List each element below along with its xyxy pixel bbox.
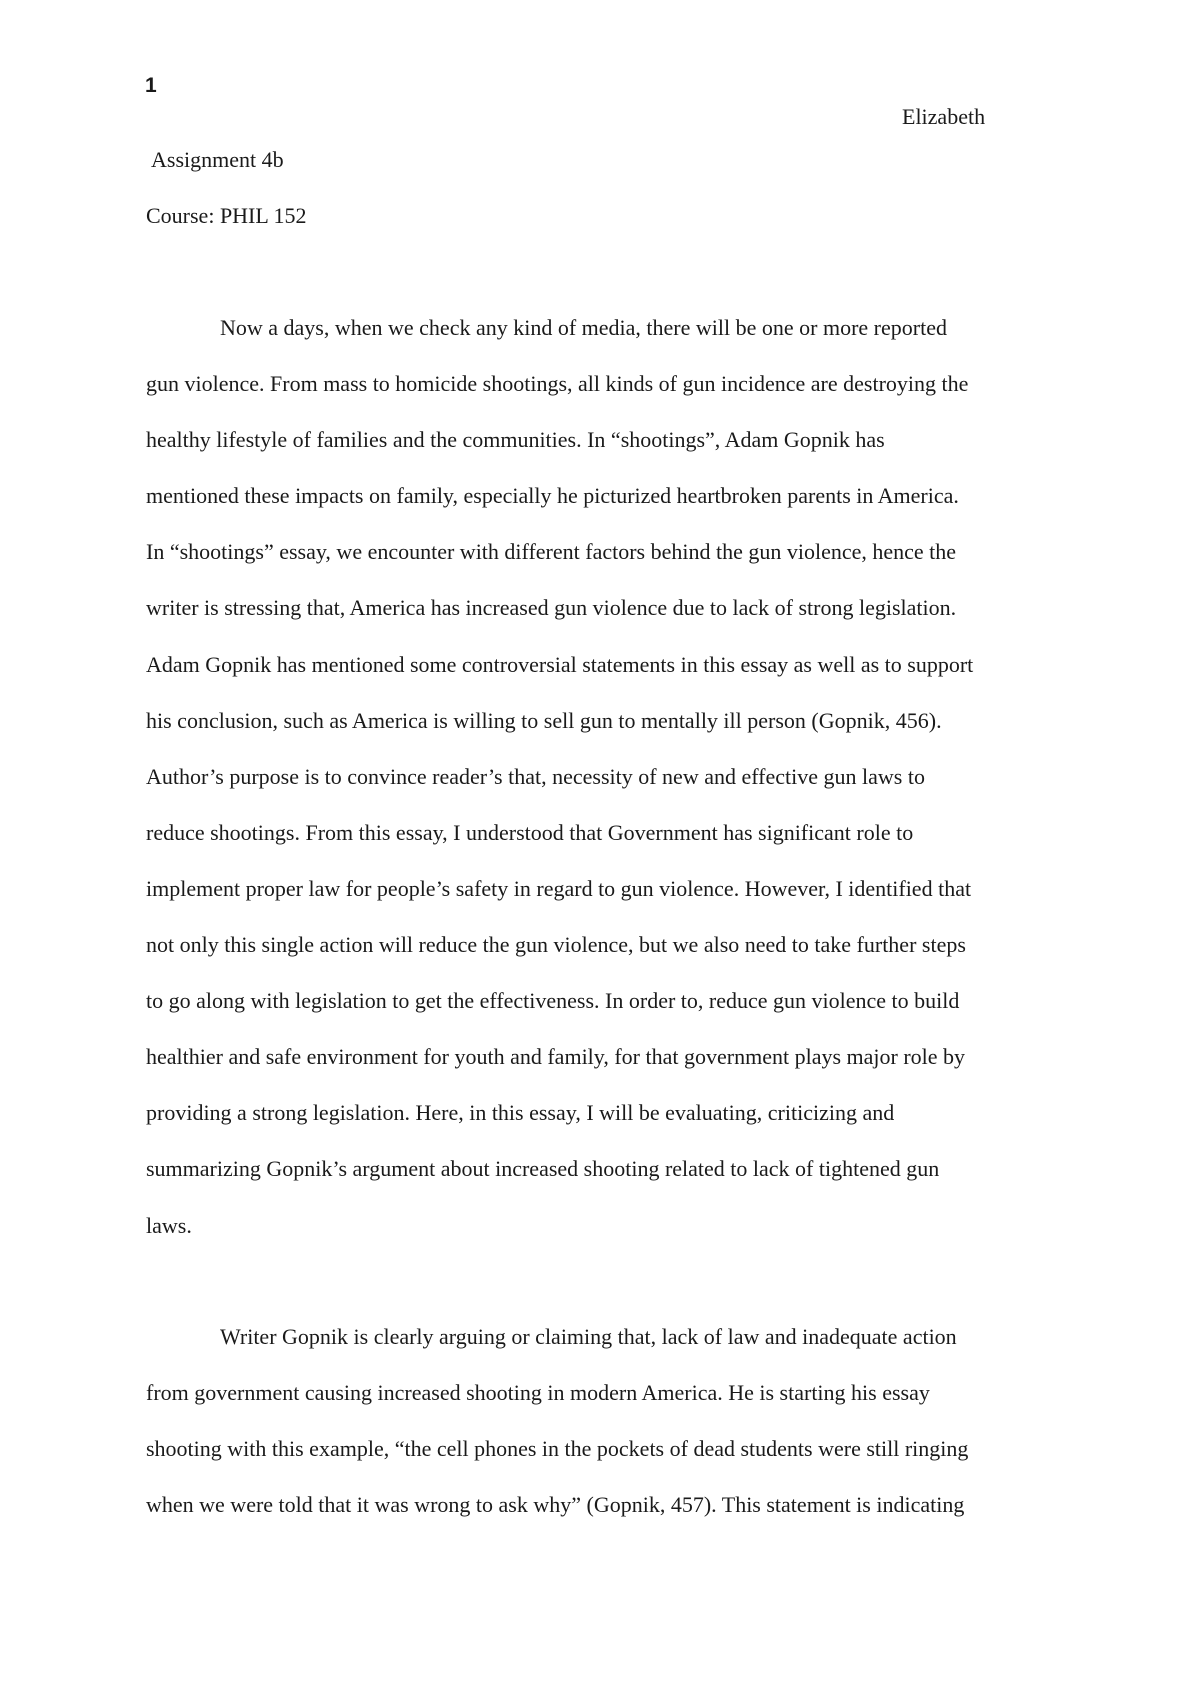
paragraph-line: reduce shootings. From this essay, I understood that Government has significant role to — [146, 819, 914, 845]
course-name: Course: PHIL 152 — [146, 203, 307, 228]
paragraph-line: Writer Gopnik is clearly arguing or claiming that, lack of law and inadequate action — [220, 1324, 957, 1349]
paragraph-line: not only this single action will reduce the gun violence, but we also need to take further steps — [146, 932, 966, 958]
paragraph-line: summarizing Gopnik’s argument about increased shooting related to lack of tightened gun — [146, 1156, 940, 1182]
paragraph-line: mentioned these impacts on family, especially he picturized heartbroken parents in America. — [146, 483, 959, 509]
paragraph-line: from government causing increased shooting in modern America. He is starting his essay — [146, 1380, 930, 1406]
assignment-title: Assignment 4b — [151, 147, 284, 172]
paragraph-line: healthier and safe environment for youth and family, for that government plays major role by — [146, 1044, 966, 1070]
paragraph-line: providing a strong legislation. Here, in this essay, I will be evaluating, criticizing and — [146, 1100, 895, 1126]
paragraph-1 — [146, 300, 1071, 1254]
paragraph-line: to go along with legislation to get the effectiveness. In order to, reduce gun violence to build — [146, 988, 960, 1014]
paragraph-2 — [146, 1309, 1071, 1533]
paragraph-line: implement proper law for people’s safety in regard to gun violence. However, I identified that — [146, 875, 972, 901]
paragraph-line: gun violence. From mass to homicide shootings, all kinds of gun incidence are destroying the — [146, 371, 969, 397]
paragraph-line: healthy lifestyle of families and the communities. In “shootings”, Adam Gopnik has — [146, 427, 885, 453]
paragraph-line: In “shootings” essay, we encounter with different factors behind the gun violence, hence the — [146, 539, 957, 565]
paragraph-line: Author’s purpose is to convince reader’s that, necessity of new and effective gun laws to — [146, 763, 925, 789]
page-number: 1 — [145, 74, 157, 97]
author-name: Elizabeth — [902, 104, 986, 129]
paragraph-line: when we were told that it was wrong to ask why” (Gopnik, 457). This statement is indicating — [146, 1492, 965, 1518]
paragraph-line: Now a days, when we check any kind of media, there will be one or more reported — [220, 315, 947, 340]
paragraph-line: his conclusion, such as America is willing to sell gun to mentally ill person (Gopnik, 456). — [146, 707, 942, 733]
paragraph-line: shooting with this example, “the cell phones in the pockets of dead students were still ringing — [146, 1436, 969, 1462]
paragraph-line: Adam Gopnik has mentioned some controversial statements in this essay as well as to support — [146, 651, 974, 677]
paragraph-line: laws. — [146, 1212, 192, 1238]
paragraph-line: writer is stressing that, America has increased gun violence due to lack of strong legislation. — [146, 595, 957, 621]
